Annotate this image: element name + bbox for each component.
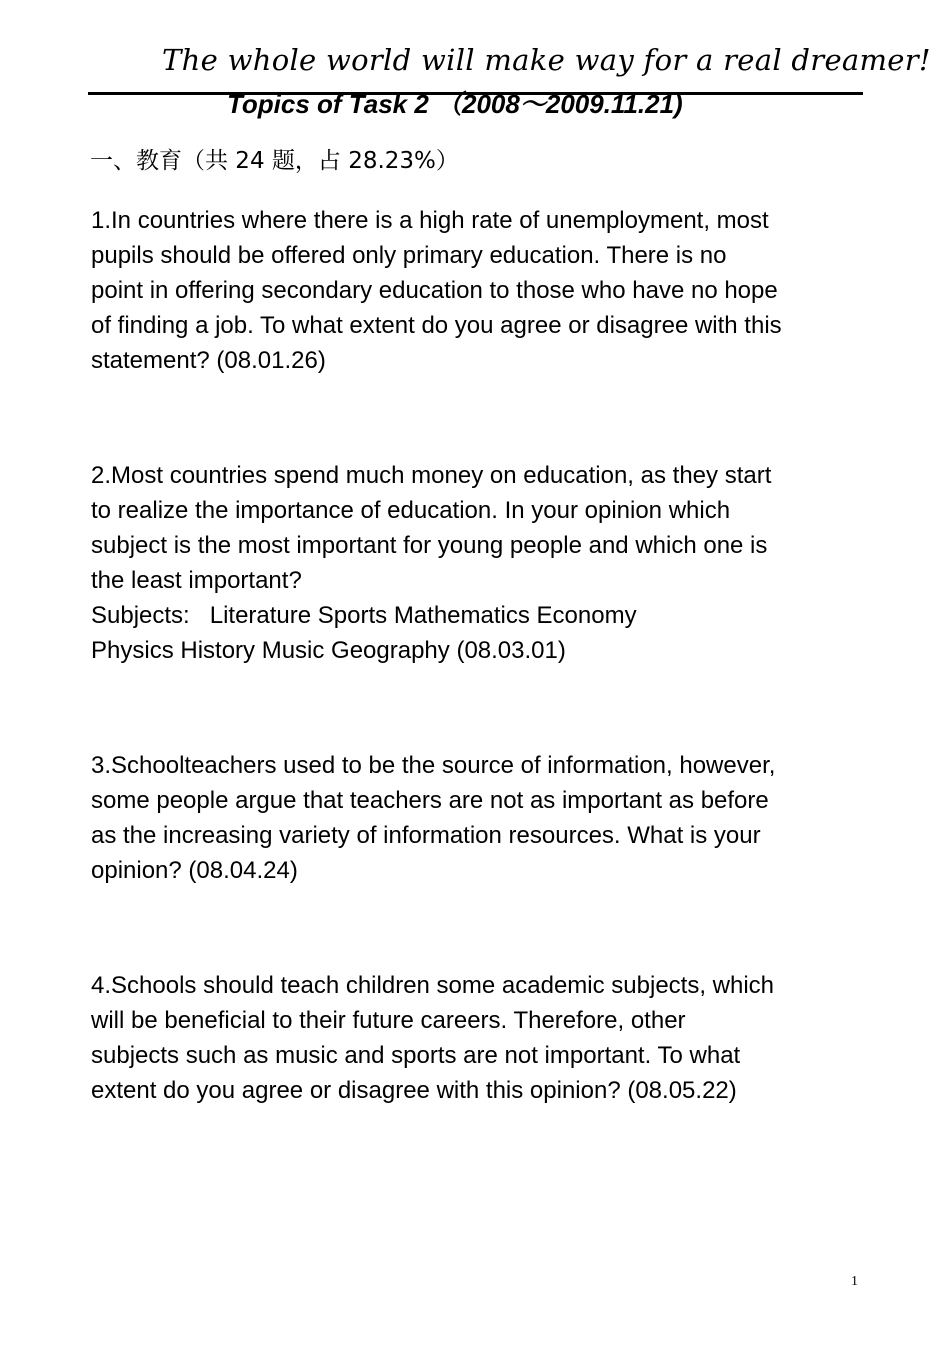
question-line: of finding a job. To what extent do you agree or disagree with this bbox=[91, 312, 782, 339]
question-line: as the increasing variety of information resources. What is your bbox=[91, 822, 761, 849]
question-4 bbox=[91, 968, 881, 1108]
question-line: point in offering secondary education to those who have no hope bbox=[91, 277, 778, 304]
question-line: to realize the importance of education. In your opinion which bbox=[91, 497, 731, 524]
question-line: subject is the most important for young people and which one is bbox=[91, 532, 768, 559]
document-title: Topics of Task 2 （2008～2009.11.21) bbox=[227, 89, 683, 119]
question-line: 2.Most countries spend much money on education, as they start bbox=[91, 462, 772, 489]
question-2 bbox=[91, 458, 881, 668]
question-1 bbox=[91, 203, 881, 378]
question-line: opinion? (08.04.24) bbox=[91, 857, 298, 884]
question-line: Physics History Music Geography (08.03.01) bbox=[91, 637, 566, 664]
question-subjects-line: Subjects: Literature Sports Mathematics Economy bbox=[91, 602, 637, 629]
question-line: subjects such as music and sports are not important. To what bbox=[91, 1042, 741, 1069]
question-line: the least important? bbox=[91, 567, 302, 594]
question-line: extent do you agree or disagree with this opinion? (08.05.22) bbox=[91, 1077, 737, 1104]
question-line: will be beneficial to their future careers. Therefore, other bbox=[91, 1007, 686, 1034]
section-heading-education: 一、教育（共 24 题，占 28.23%） bbox=[90, 148, 459, 174]
question-line: 1.In countries where there is a high rate of unemployment, most bbox=[91, 207, 769, 234]
question-3 bbox=[91, 748, 881, 888]
question-line: statement? (08.01.26) bbox=[91, 347, 326, 374]
question-line: some people argue that teachers are not as important as before bbox=[91, 787, 769, 814]
question-line: 4.Schools should teach children some academic subjects, which bbox=[91, 972, 775, 999]
header-motto: The whole world will make way for a real dreamer! bbox=[162, 43, 931, 77]
question-line: pupils should be offered only primary education. There is no bbox=[91, 242, 727, 269]
page-number: 1 bbox=[851, 1274, 858, 1289]
question-line: 3.Schoolteachers used to be the source of information, however, bbox=[91, 752, 776, 779]
